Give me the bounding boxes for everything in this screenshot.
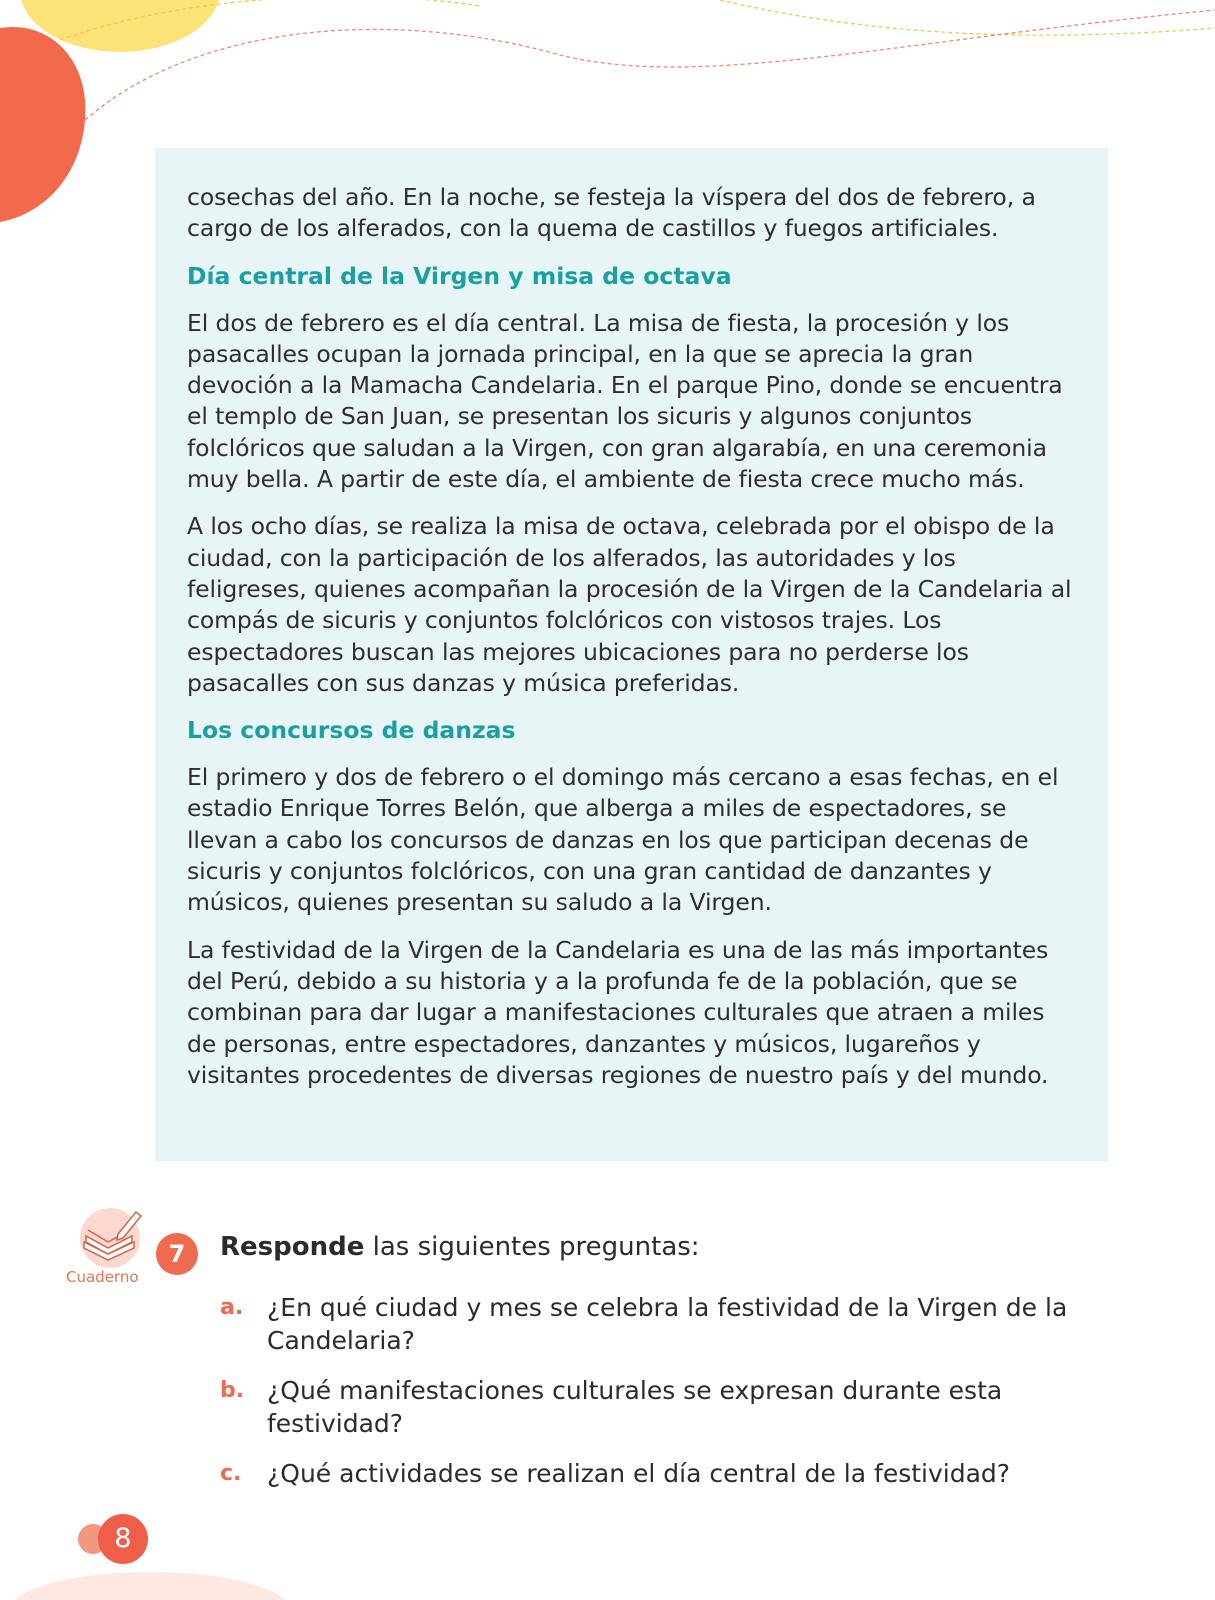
instruction-text: las siguientes preguntas: bbox=[364, 1232, 700, 1262]
activity-instruction bbox=[220, 1232, 700, 1262]
yellow-dashed-curve bbox=[60, 0, 1215, 40]
question-text: ¿Qué actividades se realizan el día central de la festividad? bbox=[267, 1459, 1011, 1488]
footer-blob bbox=[0, 1560, 300, 1600]
question-item bbox=[220, 1291, 1100, 1357]
question-list bbox=[220, 1291, 1100, 1507]
instruction-verb: Responde bbox=[220, 1232, 365, 1262]
section-heading: Los concursos de danzas bbox=[187, 716, 516, 745]
paragraph: El dos de febrero es el día central. La misa de fiesta, la procesión y los pasacalles ocupan la jornada principal, en la que se aprecia la gran devoción a la Mamacha Candelaria. En el parque Pino, donde se encuentra el templo de San Juan, se presentan los sicuris y algunos conjuntos folclóricos que saludan a la Virgen, con gran algarabía, en una ceremonia muy bella. A partir de este día, el ambiente de fiesta crece mucho más. bbox=[187, 308, 1063, 494]
activity-number-badge: 7 bbox=[156, 1233, 198, 1275]
page-number: 8 bbox=[98, 1514, 148, 1564]
question-text: ¿En qué ciudad y mes se celebra la festividad de la Virgen de la Candelaria? bbox=[267, 1293, 1068, 1355]
orange-dashed-curve bbox=[85, 10, 1215, 120]
question-text: ¿Qué manifestaciones culturales se expresan durante esta festividad? bbox=[267, 1376, 1003, 1438]
paragraph: El primero y dos de febrero o el domingo más cercano a esas fechas, en el estadio Enrique Torres Belón, que alberga a miles de espectadores, se llevan a cabo los concursos de danzas en los que participan decenas de sicuris y conjuntos folclóricos, con una gran cantidad de danzantes y músicos, quienes presentan su saludo a la Virgen. bbox=[187, 763, 1059, 917]
question-letter: a. bbox=[220, 1295, 244, 1320]
reading-box bbox=[155, 148, 1108, 1161]
question-item bbox=[220, 1457, 1100, 1490]
section-heading: Día central de la Virgen y misa de octava bbox=[187, 261, 732, 290]
question-item bbox=[220, 1374, 1100, 1440]
question-letter: c. bbox=[220, 1461, 242, 1486]
cuaderno-label: Cuaderno bbox=[66, 1268, 139, 1286]
notebook-icon bbox=[74, 1204, 144, 1268]
question-letter: b. bbox=[220, 1378, 245, 1403]
paragraph: cosechas del año. En la noche, se festeja la víspera del dos de febrero, a cargo de los alferados, con la quema de castillos y fuegos artificiales. bbox=[187, 183, 1036, 243]
paragraph: A los ocho días, se realiza la misa de octava, celebrada por el obispo de la ciudad, con la participación de los alferados, las autoridades y los feligreses, quienes acompañan la procesión de la Virgen de la Candelaria al compás de sicuris y conjuntos folclóricos con vistosos trajes. Los espectadores buscan las mejores ubicaciones para no perderse los pasacalles con sus danzas y música preferidas. bbox=[187, 512, 1072, 697]
paragraph: La festividad de la Virgen de la Candelaria es una de las más importantes del Perú, debido a su historia y a la profunda fe de la población, que se combinan para dar lugar a manifestaciones culturales que atraen a miles de personas, entre espectadores, danzantes y músicos, lugareños y visitantes procedentes de diversas regiones de nuestro país y del mundo. bbox=[187, 935, 1049, 1089]
orange-blob bbox=[0, 27, 85, 222]
